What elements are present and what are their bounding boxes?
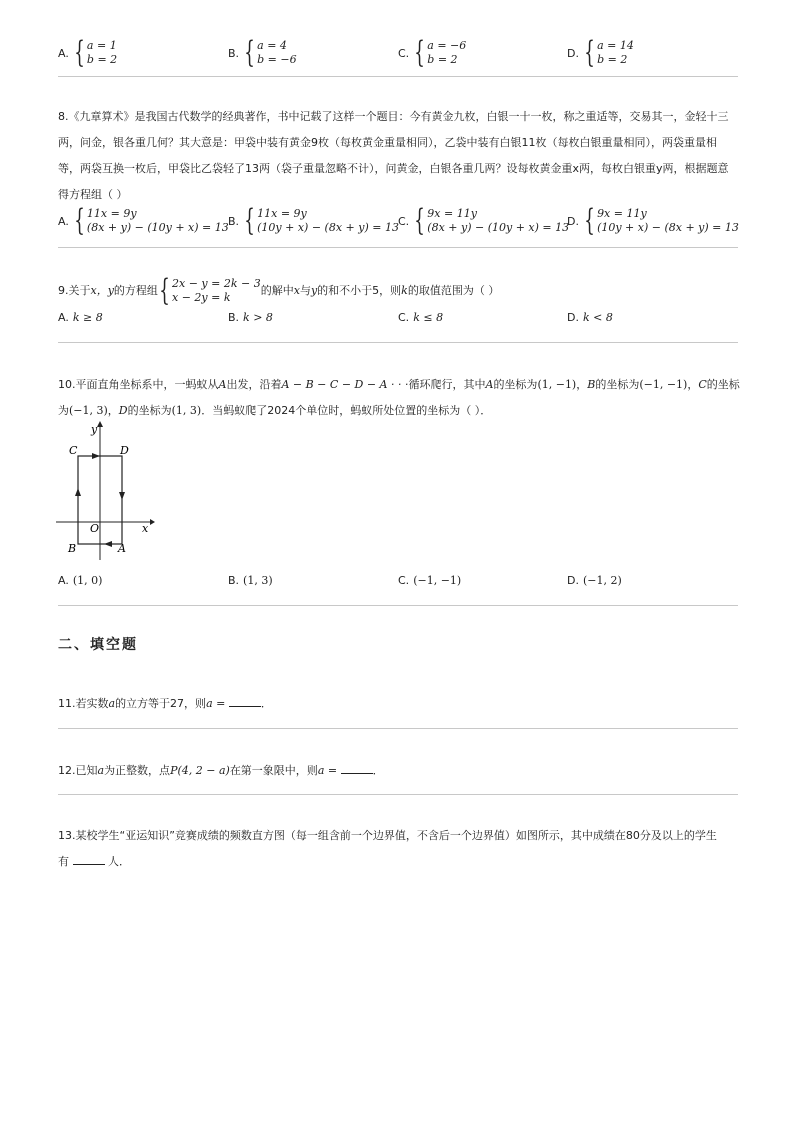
q9-option-c[interactable]: C. k ≤ 8	[398, 311, 444, 324]
brace-icon: {	[159, 273, 170, 308]
option-label: C.	[398, 574, 410, 587]
option-label: A.	[58, 574, 69, 587]
q10-text-line1: 10.平面直角坐标系中，一蚂蚁从A出发，沿着A − B − C − D − A · · ·循环爬行，其中A的坐标为(1, −1)，B的坐标为(−1, −1)，C的坐标	[58, 378, 740, 391]
option-label: B.	[228, 46, 240, 60]
q7-option-d[interactable]: D. { a = 14 b = 2	[567, 35, 634, 70]
q8-text-line1: 8.《九章算术》是我国古代数学的经典著作，书中记载了这样一个题目：今有黄金九枚，白银一十一枚，称之重适等，交易其一，金轻十三	[58, 110, 729, 123]
down-arrow-icon	[119, 492, 125, 500]
brace-icon: {	[244, 35, 255, 70]
divider	[58, 794, 738, 795]
q10-option-d[interactable]: D. (−1, 2)	[567, 574, 622, 587]
point-b-label: B	[68, 542, 77, 555]
q10-coordinate-figure	[56, 420, 156, 560]
option-label: D.	[567, 46, 579, 60]
right-arrow-icon	[92, 453, 100, 459]
option-label: B.	[228, 214, 240, 228]
option-label: D.	[567, 574, 579, 587]
option-label: B.	[228, 311, 240, 324]
point-a-label: A	[118, 542, 126, 555]
brace-icon: {	[584, 203, 595, 238]
origin-label: O	[90, 522, 100, 535]
q9-option-a[interactable]: A. k ≥ 8	[58, 311, 103, 324]
x-axis-label: x	[142, 522, 149, 535]
option-label: C.	[398, 311, 410, 324]
q11-stem: 11.若实数a的立方等于27，则a = ．	[58, 697, 272, 710]
q8-option-b[interactable]: B. { 11x = 9y (10y + x) − (8x + y) = 13	[228, 203, 399, 238]
option-label: A.	[58, 46, 69, 60]
divider	[58, 728, 738, 729]
divider	[58, 342, 738, 343]
q13-text-line1: 13.某校学生“亚运知识”竞赛成绩的频数直方图（每一组含前一个边界值，不含后一个边界值）如图所示，其中成绩在80分及以上的学生	[58, 829, 717, 842]
option-label: D.	[567, 311, 579, 324]
brace-icon: {	[414, 35, 425, 70]
brace-icon: {	[74, 203, 85, 238]
y-axis-arrow	[97, 421, 103, 427]
q8-option-a[interactable]: A. { 11x = 9y (8x + y) − (10y + x) = 13	[58, 203, 229, 238]
option-label: A.	[58, 311, 69, 324]
q8-text-line4: 得方程组（ ）	[58, 188, 128, 201]
divider	[58, 247, 738, 248]
option-label: C.	[398, 46, 410, 60]
q7-option-c[interactable]: C. { a = −6 b = 2	[398, 35, 467, 70]
q10-option-c[interactable]: C. (−1, −1)	[398, 574, 462, 587]
x-axis-arrow	[150, 519, 155, 525]
brace-icon: {	[414, 203, 425, 238]
q10-text-line2: 为(−1, 3)，D的坐标为(1, 3)．当蚂蚁爬了2024个单位时，蚂蚁所处位置的坐标为（ ）．	[58, 404, 492, 417]
q8-option-d[interactable]: D. { 9x = 11y (10y + x) − (8x + y) = 13	[567, 203, 739, 238]
q8-text-line3: 等，两袋互换一枚后，甲袋比乙袋轻了13两（袋子重量忽略不计），问黄金，白银各重几两？设每枚黄金重x两，每枚白银重y两，根据题意	[58, 162, 729, 175]
point-c-label: C	[69, 444, 78, 457]
answer-blank[interactable]	[229, 697, 261, 707]
point-d-label: D	[120, 444, 129, 457]
q7-option-b[interactable]: B. { a = 4 b = −6	[228, 35, 297, 70]
q10-option-a[interactable]: A. (1, 0)	[58, 574, 103, 587]
option-label: B.	[228, 574, 240, 587]
brace-icon: {	[74, 35, 85, 70]
answer-blank[interactable]	[341, 764, 373, 774]
option-label: D.	[567, 214, 579, 228]
q12-stem: 12.已知a为正整数，点P(4, 2 − a)在第一象限中，则a = ．	[58, 764, 384, 777]
section-title: 二、填空题	[58, 637, 138, 653]
brace-icon: {	[244, 203, 255, 238]
y-axis-label: y	[91, 423, 98, 436]
q9-option-b[interactable]: B. k > 8	[228, 311, 273, 324]
left-arrow-icon	[104, 541, 112, 547]
q8-option-c[interactable]: C. { 9x = 11y (8x + y) − (10y + x) = 13	[398, 203, 570, 238]
up-arrow-icon	[75, 488, 81, 496]
q9-option-d[interactable]: D. k < 8	[567, 311, 613, 324]
option-label: C.	[398, 214, 410, 228]
divider	[58, 76, 738, 77]
answer-blank[interactable]	[73, 855, 105, 865]
q9-stem: 9.关于 x，y 的方程组 { 2x − y = 2k − 3 x − 2y = k 的解中 x 与 y 的和不小于5，则 k 的取值范围为（ ）	[58, 273, 500, 308]
q7-option-a[interactable]: A. { a = 1 b = 2	[58, 35, 118, 70]
q13-text-line2: 有 人．	[58, 855, 130, 868]
divider	[58, 605, 738, 606]
brace-icon: {	[584, 35, 595, 70]
q10-option-b[interactable]: B. (1, 3)	[228, 574, 273, 587]
option-label: A.	[58, 214, 69, 228]
q8-text-line2: 两，问金，银各重几何？其大意是：甲袋中装有黄金9枚（每枚黄金重量相同），乙袋中装有白银11枚（每枚白银重量相同），两袋重量相	[58, 136, 717, 149]
